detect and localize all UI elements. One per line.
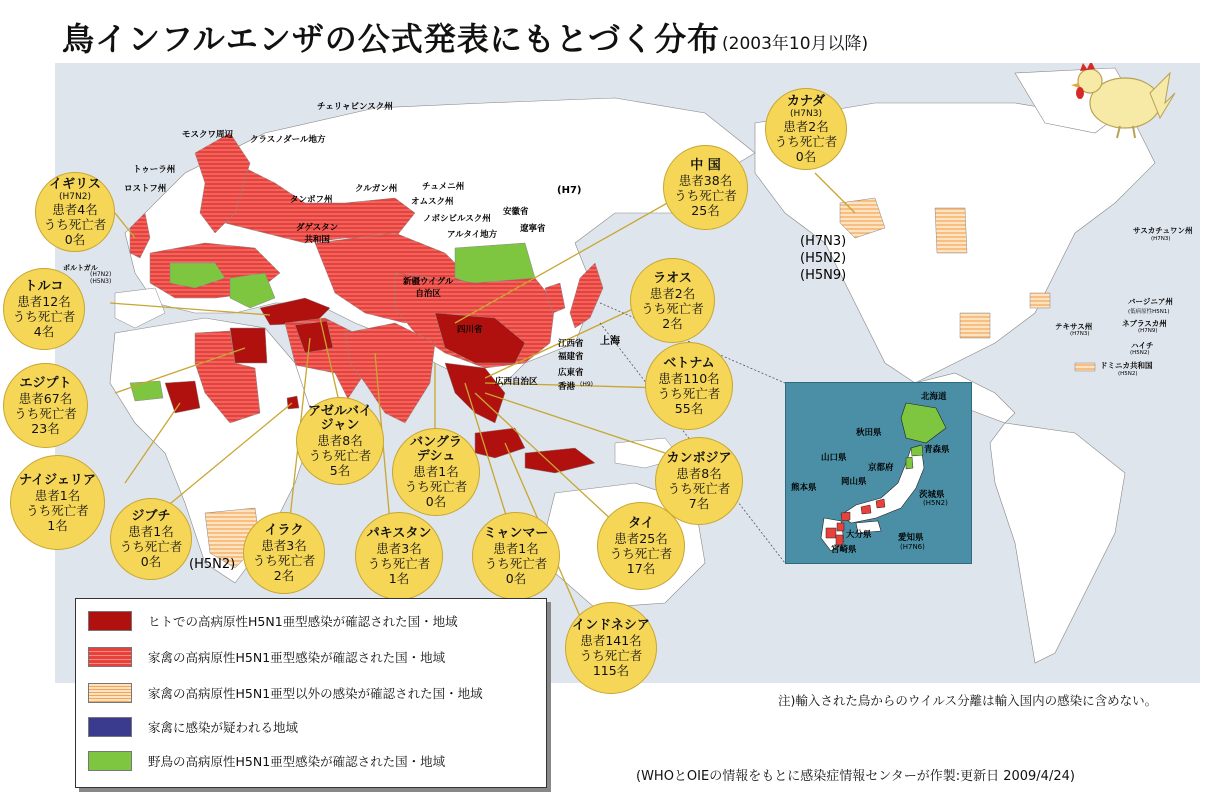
japan-hokkaido [901, 403, 946, 443]
page-subtitle: (2003年10月以降) [722, 34, 869, 54]
callout-indonesia-deaths-label: うち死亡者 [579, 648, 643, 663]
label-jiangxi: 江西省 [558, 339, 584, 349]
land-djibouti [287, 396, 299, 409]
japan-label-kyoto: 京都府 [868, 463, 894, 473]
label-virginia: バージニア州 [1128, 297, 1173, 306]
callout-cambodia-name: カンボジア [666, 451, 732, 466]
callout-china-name: 中 国 [690, 157, 721, 173]
legend-item-poultry-other [88, 683, 483, 703]
label-omsk: オムスク州 [411, 197, 454, 207]
source-credit: (WHOとOIEの情報をもとに感染症情報センターが作製:更新日 2009/4/24) [636, 769, 1075, 784]
callout-pakistan [355, 512, 443, 600]
label-haiti: ハイチ [1131, 341, 1154, 350]
callout-djibouti-patients: 患者1名 [128, 524, 174, 539]
japan-label-aomori: 青森県 [924, 445, 950, 455]
legend-label-suspected: 家禽に感染が疑われる地域 [148, 720, 299, 735]
region-texas-orange [960, 313, 990, 338]
label-saskatchewan-sub: (H7N3) [1151, 236, 1171, 242]
callout-egypt [3, 363, 88, 448]
label-fujian: 福建省 [558, 352, 584, 362]
japan-label-ibaraki-sub: (H5N2) [923, 499, 948, 507]
legend-swatch-human-h5n1 [88, 611, 132, 631]
japan-label-hokkaido: 北海道 [921, 392, 947, 402]
label-tula: トゥーラ州 [133, 165, 176, 175]
japan-label-ibaraki: 茨城県 [919, 490, 945, 500]
legend-item-wild-bird [88, 751, 445, 771]
callout-nigeria-deaths: 1名 [47, 517, 68, 533]
label-saskatchewan: サスカチュワン州 [1133, 226, 1193, 235]
callout-thailand-name: タイ [628, 516, 654, 531]
label-dominican-sub: (H5N2) [1118, 371, 1138, 377]
legend-label-wild-bird: 野鳥の高病原性H5N1亜型感染が確認された国・地域 [148, 754, 446, 769]
label-moscow: モスクワ周辺 [182, 130, 234, 140]
callout-uk-sub: (H7N2) [59, 192, 91, 202]
legend-item-poultry-h5n1 [88, 647, 445, 667]
callout-cambodia-deaths: 7名 [688, 496, 710, 511]
japan-oita [837, 523, 844, 531]
callout-pakistan-deaths-label: うち死亡者 [367, 556, 431, 571]
callout-uk-deaths-label: うち死亡者 [43, 217, 107, 232]
world-map [55, 63, 1200, 683]
region-caribbean-orange [1075, 363, 1095, 371]
callout-egypt-name: エジプト [19, 375, 72, 391]
japan-map [786, 383, 971, 563]
callout-cambodia [655, 437, 743, 525]
callout-myanmar-name: ミャンマー [483, 526, 549, 541]
label-nebraska: ネブラスカ州 [1122, 319, 1167, 328]
callout-iraq-deaths-label: うち死亡者 [252, 553, 316, 568]
callout-egypt-deaths-label: うち死亡者 [14, 405, 77, 421]
japan-label-akita: 秋田県 [856, 428, 882, 438]
label-tambov: タンボフ州 [290, 195, 333, 205]
legend-item-human-h5n1 [88, 611, 458, 631]
label-texas-sub: (H7N3) [1070, 331, 1090, 337]
legend-swatch-suspected [88, 717, 132, 737]
label-haiti-sub: (H5N2) [1130, 350, 1150, 356]
japan-label-kumamoto: 熊本県 [791, 483, 817, 493]
callout-bangladesh [392, 428, 480, 516]
land-west-africa-green [130, 381, 163, 401]
callout-turkey-deaths: 4名 [33, 324, 55, 339]
label-hongkong-sub: (H9) [580, 381, 594, 388]
label-guangxi: 広西自治区 [495, 377, 538, 387]
label-anhui: 安徽省 [503, 207, 529, 217]
callout-egypt-deaths: 23名 [31, 420, 60, 436]
callout-pakistan-patients: 患者3名 [376, 541, 422, 556]
label-virginia-sub: (低病原性H5N1) [1128, 309, 1170, 315]
callout-myanmar-deaths-label: うち死亡者 [484, 556, 548, 571]
callout-canada-deaths: 0名 [795, 149, 817, 164]
callout-china-deaths: 25名 [691, 202, 720, 218]
callout-iraq-patients: 患者3名 [261, 538, 307, 553]
label-shanghai: 上海 [600, 336, 620, 347]
callout-vietnam-deaths-label: うち死亡者 [657, 386, 721, 401]
callout-china-patients: 患者38名 [678, 172, 733, 188]
callout-canada-deaths-label: うち死亡者 [774, 134, 838, 149]
japan-label-oita: 大分県 [846, 530, 872, 540]
label-tyumen: チュメニ州 [422, 182, 465, 192]
callout-djibouti-deaths: 0名 [140, 554, 162, 569]
callout-uk [35, 172, 115, 252]
callout-djibouti-deaths-label: うち死亡者 [119, 539, 183, 554]
legend-label-poultry-other: 家禽の高病原性H5N1亜型以外の感染が確認された国・地域 [148, 686, 483, 701]
callout-nigeria-deaths-label: うち死亡者 [26, 502, 89, 518]
callout-azerbaijan-patients: 患者8名 [317, 432, 363, 448]
japan-label-okayama: 岡山県 [841, 477, 867, 487]
label-chelyabinsk: チェリャビンスク州 [317, 102, 393, 112]
callout-indonesia-patients: 患者141名 [580, 633, 642, 648]
japan-akita [906, 457, 913, 469]
callout-indonesia-deaths: 115名 [592, 663, 630, 678]
label-liaoning: 遼寧省 [520, 224, 546, 234]
japan-label-aichi-sub: (H7N6) [900, 543, 925, 551]
callout-cambodia-deaths-label: うち死亡者 [667, 481, 731, 496]
callout-iraq-deaths: 2名 [273, 568, 295, 583]
callout-thailand-deaths: 17名 [626, 561, 656, 576]
callout-iraq [243, 512, 325, 594]
callout-djibouti [110, 498, 192, 580]
callout-pakistan-deaths: 1名 [388, 571, 410, 586]
callout-vietnam-name: ベトナム [663, 356, 715, 371]
label-kurgan: クルガン州 [355, 184, 398, 194]
japan-kumamoto [826, 528, 836, 538]
callout-canada [765, 88, 847, 170]
callout-laos-deaths: 2名 [662, 315, 683, 331]
page-title: 鳥インフルエンザの公式発表にもとづく分布 [62, 20, 721, 58]
label-rostov: ロストフ州 [124, 184, 167, 194]
callout-turkey-deaths-label: うち死亡者 [12, 309, 76, 324]
callout-laos-name: ラオス [653, 270, 692, 286]
land-egypt [230, 328, 267, 363]
label-portugal: ポルトガル [63, 264, 98, 272]
label-canada-strains: (H7N3) (H5N2) (H5N9) [800, 234, 847, 283]
callout-laos-patients: 患者2名 [649, 285, 696, 301]
callout-uk-deaths: 0名 [64, 232, 86, 247]
callout-bangladesh-deaths: 0名 [425, 493, 447, 509]
japan-aomori [911, 445, 923, 456]
callout-bangladesh-patients: 患者1名 [413, 463, 459, 479]
legend-swatch-poultry-h5n1 [88, 647, 132, 667]
callout-canada-name: カナダ [786, 94, 826, 109]
legend-swatch-wild-bird [88, 751, 132, 771]
label-nebraska-sub: (H7N9) [1138, 328, 1158, 334]
callout-djibouti-name: ジブチ [131, 509, 171, 524]
callout-azerbaijan-name: アゼルバイ ジャン [308, 403, 372, 433]
callout-vietnam-deaths: 55名 [674, 401, 704, 416]
legend-label-human-h5n1: ヒトでの高病原性H5N1亜型感染が確認された国・地域 [148, 614, 458, 629]
japan-yamaguchi [841, 512, 850, 521]
label-xinjiang: 新疆ウイグル 自治区 [403, 277, 454, 299]
label-h7: (H7) [557, 185, 582, 196]
legend-item-suspected [88, 717, 298, 737]
region-virginia-orange [1030, 293, 1050, 308]
callout-laos [630, 258, 715, 343]
callout-azerbaijan-deaths: 5名 [329, 462, 351, 478]
callout-laos-deaths-label: うち死亡者 [641, 300, 704, 316]
label-sichuan: 四川省 [457, 325, 483, 335]
callout-nigeria [10, 455, 105, 550]
callout-uk-patients: 患者4名 [52, 202, 98, 217]
callout-thailand-deaths-label: うち死亡者 [609, 546, 673, 561]
label-krasnodar: クラスノダール地方 [250, 135, 326, 145]
callout-uk-name: イギリス [49, 177, 101, 192]
callout-pakistan-name: パキスタン [366, 526, 432, 541]
callout-azerbaijan-deaths-label: うち死亡者 [308, 447, 372, 463]
legend-swatch-poultry-other [88, 683, 132, 703]
label-dominican: ドミニカ共和国 [1100, 361, 1153, 370]
callout-myanmar-deaths: 0名 [505, 571, 527, 586]
label-altai: アルタイ地方 [447, 230, 498, 240]
callout-turkey-patients: 患者12名 [17, 294, 71, 309]
callout-indonesia [565, 602, 657, 694]
label-dagestan: ダゲスタン 共和国 [296, 223, 339, 245]
callout-myanmar-patients: 患者1名 [493, 541, 539, 556]
footnote: 注)輸入された鳥からのウイルス分離は輸入国内の感染に含めない。 [778, 693, 1158, 708]
callout-china [663, 145, 748, 230]
legend [75, 598, 547, 788]
callout-nigeria-name: ナイジェリア [19, 472, 96, 488]
label-hongkong: 香港 [558, 382, 576, 392]
callout-china-deaths-label: うち死亡者 [674, 187, 737, 203]
callout-turkey-name: トルコ [24, 279, 64, 294]
callout-bangladesh-name: バングラ デシュ [410, 434, 462, 464]
callout-thailand-patients: 患者25名 [614, 531, 668, 546]
callout-canada-sub: (H7N3) [790, 109, 822, 119]
japan-label-aichi: 愛知県 [898, 533, 924, 543]
callout-iraq-name: イラク [264, 523, 304, 538]
region-saskatchewan-orange [935, 208, 967, 253]
callout-indonesia-name: インドネシア [572, 618, 650, 633]
japan-inset [785, 382, 972, 564]
japan-label-yamaguchi: 山口県 [821, 453, 847, 463]
callout-myanmar [472, 512, 560, 600]
label-portugal-sub: (H7N2) (H5N3) [90, 271, 112, 285]
label-guangdong: 広東省 [558, 368, 584, 378]
callout-vietnam [645, 342, 733, 430]
callout-vietnam-patients: 患者110名 [658, 371, 720, 386]
callout-nigeria-patients: 患者1名 [34, 487, 81, 503]
callout-egypt-patients: 患者67名 [18, 390, 73, 406]
label-h5n2-africa: (H5N2) [189, 557, 236, 572]
callout-turkey [3, 268, 85, 350]
callout-bangladesh-deaths-label: うち死亡者 [404, 478, 468, 494]
label-texas: テキサス州 [1055, 322, 1093, 331]
japan-label-miyazaki: 宮崎県 [831, 545, 857, 555]
callout-cambodia-patients: 患者8名 [676, 466, 722, 481]
label-novosibirsk: ノボシビルスク州 [423, 214, 491, 224]
callout-canada-patients: 患者2名 [783, 119, 829, 134]
legend-label-poultry-h5n1: 家禽の高病原性H5N1亜型感染が確認された国・地域 [148, 650, 446, 665]
callout-azerbaijan [296, 397, 384, 485]
